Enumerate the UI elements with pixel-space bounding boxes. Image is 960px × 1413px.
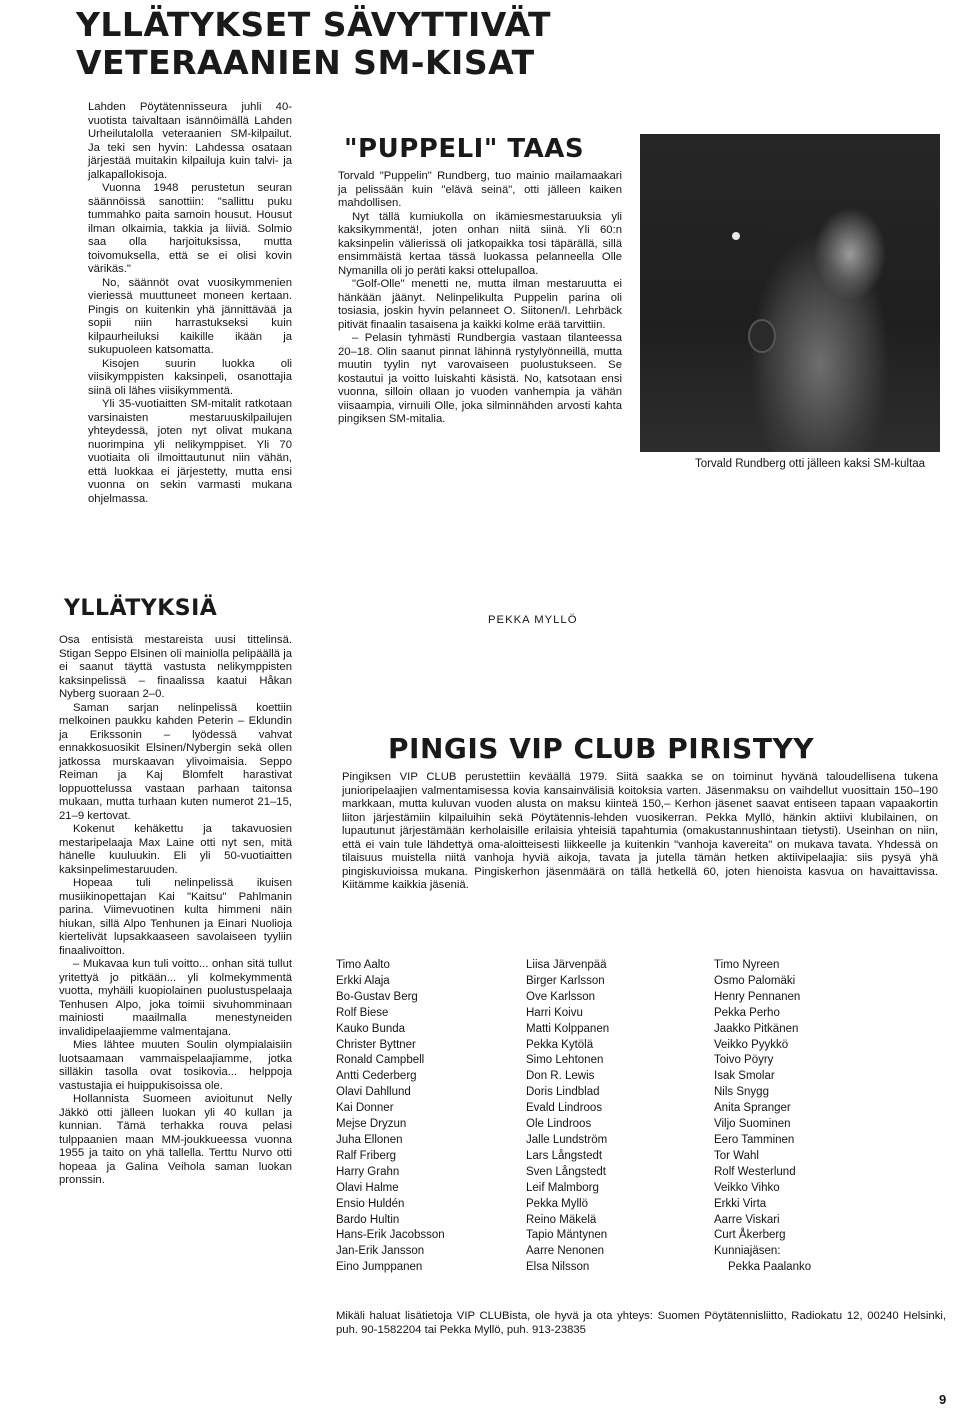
paragraph: Vuonna 1948 perustetun seuran säännöissä sanottiin: "sallittu puku tummahko paita samoin housut. Housut ilman olkaimia, takkia ja liiviä. Solmio saa olla harjoituksissa, mutta toivomuksella, että se ei olisi kovin värikäs." <box>88 182 292 275</box>
member-name: Leif Malmborg <box>526 1181 599 1194</box>
member-name: Evald Lindroos <box>526 1102 603 1115</box>
member-name: Harri Koivu <box>526 1006 583 1019</box>
paragraph: "Golf-Olle" menetti ne, mutta ilman mestaruutta ei hänkään jäänyt. Nelinpelikulta Puppelin parina oli tosiasia, joskin hyvin pelanneet O. Siitonen/I. Lehrbäck pitivät finaalin tasaisena ja kaikki kolme erää tarvittiin. <box>338 278 622 331</box>
member-name: Nils Snygg <box>714 1086 769 1099</box>
paragraph: Yli 35-vuotiaitten SM-mitalit ratkotaan varsinaisten mestaruuskilpailujen yhteydessä, joten nyt olivat mukana nuorimpina yli nelikymppiset. Yli 70 vuotiaita oli ilmoittautunut niin vähän, että luokkaa ei järjestetty, mutta ensi vuonna on sekin varmasti mukana ohjelmassa. <box>88 398 292 505</box>
paragraph: Mies lähtee muuten Soulin olympialaisiin luotsaamaan vammaispelaajiamme, jotka silläkin tasolla ovat tosikovia... helppoja vastustajia ei huippukisoissa ole. <box>59 1039 292 1092</box>
member-name: Christer Byttner <box>336 1038 416 1051</box>
member-name: Jaakko Pitkänen <box>714 1022 799 1035</box>
contact-note: Mikäli haluat lisätietoja VIP CLUBista, ole hyvä ja ota yhteys: Suomen Pöytätennisliitto, Radiokatu 12, 00240 Helsinki, puh. 90-1582204 tai Pekka Myllö, puh. 913-23835 <box>336 1310 946 1336</box>
member-name: Timo Nyreen <box>714 959 780 971</box>
member-name: Kai Donner <box>336 1102 394 1115</box>
member-name: Antti Cederberg <box>336 1070 417 1083</box>
paragraph: – Mukavaa kun tuli voitto... onhan sitä tullut yritettyä jo pitkään... yli kolmekymmentä vuotta, myhäili kuopiolainen puolustuspelaaja Tenhusen Alpo, joka toimii sivuhomminaan mainiosti maailmalla menestyneiden invalidipelaajiemme valmentajana. <box>59 958 292 1038</box>
player-photo <box>640 134 940 452</box>
member-list-col3 <box>714 958 934 1276</box>
author-byline: PEKKA MYLLÖ <box>488 614 578 626</box>
member-name: Toivo Pöyry <box>714 1054 774 1067</box>
ball-graphic <box>732 232 740 240</box>
member-name: Timo Aalto <box>336 959 390 971</box>
paragraph: Hopeaa tuli nelinpelissä ikuisen musiikinopettajan Kai "Kaitsu" Pahlmanin parina. Viimevuotinen kulta himmeni näin hiukan, sillä Alpo Tenhunen ja Einari Nuolioja kiertelivät lupsakkaaseen savolaiseen tyyliin finaalivoitton. <box>59 877 292 957</box>
section-heading-yllatyksia: YLLÄTYKSIÄ <box>64 596 218 621</box>
honorary-member-label: Kunniajäsen: <box>714 1245 781 1258</box>
member-name: Hans-Erik Jacobsson <box>336 1229 445 1242</box>
member-list-col2 <box>526 958 706 1276</box>
member-name: Veikko Pyykkö <box>714 1038 789 1051</box>
member-name: Curt Åkerberg <box>714 1229 786 1242</box>
paragraph: Nyt tällä kumiukolla on ikämiesmestaruuksia yli kaksikymmentä!, joten onhan niitä siinä. Yli 60:n kaksinpelin välierissä oli jatkopaikka tosi täpärällä, sillä ensimmäistä kertaa tässä luokassa pelanneella Olle Nymanilla oli jo peräti kaksi ottelupalloa. <box>338 210 622 277</box>
member-name: Pekka Kytölä <box>526 1038 594 1051</box>
member-name: Aarre Nenonen <box>526 1245 604 1258</box>
member-name: Isak Smolar <box>714 1070 775 1083</box>
paddle-graphic <box>748 319 776 353</box>
member-name: Jan-Erik Jansson <box>336 1245 425 1258</box>
member-name: Tapio Mäntynen <box>526 1229 608 1242</box>
member-name: Pekka Paalanko <box>728 1261 812 1274</box>
paragraph: Pingiksen VIP CLUB perustettiin keväällä 1979. Siitä saakka se on toiminut hyvänä taloudellisena tukena junioripelaajien valmentamisessa kovia kansainvälisiä koitoksia varten. Jäsenmaksu on vaihdellut vuosittain 150–190 markkaan, mutta kuluvan vuoden alusta on maksu kiinteä 150,– Kerhon jäsenet saavat entiseen tapaan vapaakortin liiton järjestämiin kilpailuihin sekä Pöytätennis-lehden vuosikerran. Pekka Myllö, hänkin aktiivi klubilainen, on lupautunut järjestämään kerholaisille erilaisia yhteisiä tapahtumia (omakustannushintaan tietysti). Useinhan on niin, että ei vain tule lähdettyä oma-aloitteisesti liikkeelle ja kuitenkin "vanhoja kavereita" on mukava tavata. Yhdessä on tilaisuus muistella niitä vanhoja hyviä aikoja, tavata ja jutella tämän hetken aktiivipelaajia: siis pysyä yhä pingiskuvioissa mukana. Pingiskerhon jäsenmäärä on tällä hetkellä 60, joten hienoista kasvua on havaittavissa. Kiitämme kaikkia jäseniä. <box>342 771 938 891</box>
paragraph: Hollannista Suomeen avioitunut Nelly Jäkkö otti jälleen luokan yli 40 kullan ja kunnian. Tämä terhakka rouva pelasi tulppaanien maan MM-joukkueessa vuonna 1955 ja taito on yhä tallella. Terttu Nurvo otti hopeaa ja Galina Veihola saman luokan pronssin. <box>59 1093 292 1186</box>
member-name: Bo-Gustav Berg <box>336 990 418 1003</box>
member-name: Birger Karlsson <box>526 974 605 987</box>
member-name: Osmo Palomäki <box>714 974 796 987</box>
member-name: Sven Långstedt <box>526 1165 606 1178</box>
member-name: Olavi Dahllund <box>336 1086 411 1099</box>
member-name: Viljo Suominen <box>714 1118 791 1131</box>
member-name: Henry Pennanen <box>714 990 801 1003</box>
article-yllatyksia <box>59 634 292 1188</box>
member-name: Liisa Järvenpää <box>526 959 607 971</box>
member-name: Veikko Vihko <box>714 1181 780 1194</box>
member-name: Matti Kolppanen <box>526 1022 610 1035</box>
article-veterans-intro <box>88 101 292 506</box>
section-heading-vip-club: PINGIS VIP CLUB PIRISTYY <box>388 732 814 765</box>
member-name: Ove Karlsson <box>526 990 596 1003</box>
paragraph: No, säännöt ovat vuosikymmenien vieriessä muuttuneet moneen kertaan. Pingis on kuitenkin yhä jännittävää ja sopii niin harrastukseksi kuin kilpaurheiluksi kaikille ikään ja sukupuoleen katsomatta. <box>88 276 292 356</box>
member-name: Jalle Lundström <box>526 1133 608 1146</box>
member-name: Aarre Viskari <box>714 1213 780 1226</box>
member-name: Ronald Campbell <box>336 1054 425 1067</box>
member-name: Eino Jumppanen <box>336 1261 423 1274</box>
member-name: Kauko Bunda <box>336 1022 406 1035</box>
member-name: Doris Lindblad <box>526 1086 600 1099</box>
member-name: Ensio Huldén <box>336 1197 405 1210</box>
member-list-col1 <box>336 958 516 1276</box>
member-name: Bardo Hultin <box>336 1213 400 1226</box>
member-name: Eero Tamminen <box>714 1133 795 1146</box>
member-name: Mejse Dryzun <box>336 1118 407 1131</box>
member-name: Lars Långstedt <box>526 1149 603 1162</box>
member-name: Erkki Alaja <box>336 974 390 987</box>
page-number: 9 <box>939 1392 947 1407</box>
photo-caption: Torvald Rundberg otti jälleen kaksi SM-kultaa <box>694 458 926 470</box>
member-name: Juha Ellonen <box>336 1133 403 1146</box>
member-name: Tor Wahl <box>714 1149 759 1162</box>
paragraph: Torvald "Puppelin" Rundberg, tuo mainio mailamaakari ja pelissään kuin "elävä seinä", otti jälleen kaiken mahdollisen. <box>338 170 622 209</box>
member-name: Pekka Perho <box>714 1006 780 1019</box>
member-name: Anita Spranger <box>714 1102 791 1115</box>
member-name: Elsa Nilsson <box>526 1261 590 1274</box>
paragraph: Lahden Pöytätennisseura juhli 40-vuotista taivaltaan isännöimällä Lahden Urheilutalolla veteraanien SM-kilpailut. Ja teki sen hyvin: Lahdessa osataan järjestää muitakin kilpailuja kuin talvi- ja jalkapallokisoja. <box>88 101 292 181</box>
member-name: Reino Mäkelä <box>526 1213 597 1226</box>
article-vip-club <box>342 771 938 893</box>
section-heading-puppeli: "PUPPELI" TAAS <box>344 134 585 164</box>
member-name: Ole Lindroos <box>526 1118 592 1131</box>
member-name: Harry Grahn <box>336 1165 400 1178</box>
article-puppeli <box>338 170 622 427</box>
paragraph: Osa entisistä mestareista uusi tittelinsä. Stigan Seppo Elsinen oli mainiolla pelipäällä ja ei saanut täyttä vastusta nelikymppisten kaksinpelissä – finaalissa kaatui Håkan Nyberg suoraan 2–0. <box>59 634 292 700</box>
member-name: Erkki Virta <box>714 1197 767 1210</box>
paragraph: – Pelasin tyhmästi Rundbergia vastaan tilanteessa 20–18. Olin saanut pinnat lähinnä rystylyönneillä, mutta muutin tyylin nyt varovaiseen puolustukseen. Se kostautui ja voitto luiskahti käsistä. No, katsotaan ensi vuonna, silloin ollaan jo vuoden vanhempia ja vähän viisaampia, virnuili Olle, joka silminnähden arvosti kahta pingiksen SM-mitalia. <box>338 332 622 425</box>
paragraph: Kokenut kehäkettu ja takavuosien mestaripelaaja Max Laine otti nyt sen, mitä hänelle kuuluukin. Eli yli 50-vuotiaitten kaksinpelimestaruuden. <box>59 823 292 876</box>
member-name: Rolf Biese <box>336 1006 389 1019</box>
paragraph: Kisojen suurin luokka oli viisikymppisten kaksinpeli, osanottajia siinä oli lähes viisikymmentä. <box>88 357 292 397</box>
member-name: Ralf Friberg <box>336 1149 397 1162</box>
member-name: Don R. Lewis <box>526 1070 595 1083</box>
member-name: Pekka Myllö <box>526 1197 588 1210</box>
paragraph: Saman sarjan nelinpelissä koettiin melkoinen paukku kahden Peterin – Eklundin ja Erikssonin – lyödessä vahvat ennakkosuosikit Elsinen/Nybergin sekä ollen jatkossa murskaavan ylivoimaisia. Seppo Reiman ja Kaj Blomfelt harastivat loppuottelussa vastaan parhaan taitonsa mukaan, mutta turhaan kuten numerot 21–15, 21–9 kertovat. <box>59 701 292 822</box>
main-headline: YLLÄTYKSET SÄVYTTIVÄT VETERAANIEN SM-KISAT <box>76 5 552 82</box>
member-name: Olavi Halme <box>336 1181 399 1194</box>
member-name: Rolf Westerlund <box>714 1165 796 1178</box>
member-name: Simo Lehtonen <box>526 1054 604 1067</box>
